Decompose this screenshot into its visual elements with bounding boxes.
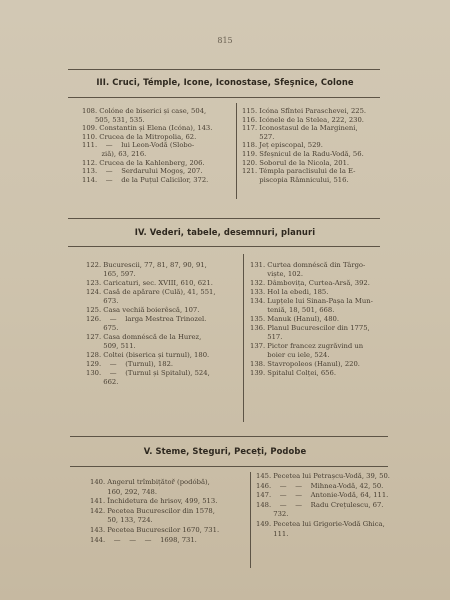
index-entry: 662. xyxy=(86,378,119,386)
index-entry: 125. Casa vechiă boierêscă, 107. xyxy=(86,306,200,314)
column-divider xyxy=(243,254,244,422)
section-heading-iii: III. Cruci, Témple, Icone, Iconostase, Sfeşnice, Colone xyxy=(96,77,354,87)
index-entry: 115. Icóna Sfîntei Paraschevei, 225. xyxy=(242,107,367,115)
index-entry: 127. Casa domnéscă de la Hurez, xyxy=(86,333,202,341)
index-entry: 505, 531, 535. xyxy=(82,115,145,124)
index-entry: 112. Crucea de la Kahlenberg, 206. xyxy=(82,158,205,167)
section-rule-bottom xyxy=(68,246,380,247)
index-entry: 147. — — Antonie-Vodă, 64, 111. xyxy=(256,491,389,500)
index-entry: 113. — Serdarului Mogoș, 207. xyxy=(82,167,203,176)
index-entry: 139. Spitalul Colței, 656. xyxy=(250,369,336,377)
index-entry: 143. Pecetea Bucurescilor 1670, 731. xyxy=(90,525,220,534)
index-entry: 119. Sfeșnicul de la Radu-Vodă, 56. xyxy=(242,149,364,158)
index-entry: ziă), 63, 216. xyxy=(82,149,147,158)
section-rule-bottom xyxy=(70,466,388,467)
index-entry: 108. Colóne de biserici și case, 504, xyxy=(82,107,207,115)
section-heading-v: V. Steme, Steguri, Peceți, Podobe xyxy=(143,446,307,456)
index-entry: 160, 292, 748. xyxy=(90,487,158,496)
index-entry: 111. — lui Leon-Vodă (Slobo- xyxy=(82,141,195,150)
index-entry: 149. Pecetea lui Grigorie-Vodă Ghica, xyxy=(256,519,385,528)
index-entry: 117. Iconostasul de la Margineni, xyxy=(242,124,358,133)
section-iii-left-column xyxy=(82,107,232,184)
index-entry: 509, 511. xyxy=(86,342,136,350)
section-rule-top xyxy=(70,436,388,437)
section-iii-right-column xyxy=(242,107,392,184)
index-entry: 110. Crucea de la Mitropolia, 62. xyxy=(82,132,197,141)
index-entry: 146. — — Mihnea-Vodă, 42, 50. xyxy=(256,481,384,490)
index-entry: 673. xyxy=(86,297,119,305)
index-entry: 128. Coltei (biserica și turnul), 180. xyxy=(86,351,210,359)
index-entry: 142. Pecetea Bucurescilor din 1578, xyxy=(90,506,215,515)
index-entry: 122. Bucurescii, 77, 81, 87, 90, 91, xyxy=(86,261,207,269)
column-divider xyxy=(236,103,237,199)
index-entry: 136. Planul Bucurescilor din 1775, xyxy=(250,324,370,332)
index-entry: 527. xyxy=(242,132,275,141)
index-entry: 140. Angerul trîmbițătoř (podóbă), xyxy=(90,478,210,486)
section-v-right-column xyxy=(256,472,416,539)
index-entry: 111. xyxy=(256,529,289,538)
index-entry: 675. xyxy=(86,324,119,332)
index-entry: 135. Manuk (Hanul), 480. xyxy=(250,315,340,323)
index-entry: piscopia Râmnicului, 516. xyxy=(242,175,349,184)
index-entry: 118. Jeț episcopal, 529. xyxy=(242,141,323,150)
section-heading-iv: IV. Vederi, tabele, desemnuri, planuri xyxy=(134,227,316,237)
index-entry: 124. Casă de apărare (Culă), 41, 551, xyxy=(86,288,216,296)
section-iv-left-column xyxy=(86,261,241,387)
section-rule-top xyxy=(68,218,380,219)
index-entry: 120. Soborul de la Nicola, 201. xyxy=(242,158,350,167)
index-entry: 133. Hol la ebedi, 185. xyxy=(250,288,329,296)
index-entry: 732. xyxy=(256,510,289,519)
index-entry: 137. Pictor francez zugrăvind un xyxy=(250,342,364,350)
index-entry: 126. — larga Mestrea Trinozel. xyxy=(86,315,207,323)
index-entry: viște, 102. xyxy=(250,270,303,278)
page-number: 815 xyxy=(217,36,233,45)
index-entry: 109. Constantin și Elena (Icóna), 143. xyxy=(82,124,213,133)
index-entry: 50, 133, 724. xyxy=(90,516,153,525)
index-entry: 132. Dâmbovița, Curtea-Arsă, 392. xyxy=(250,279,370,287)
index-entry: teniă, 18, 501, 668. xyxy=(250,306,335,314)
index-entry: 141. Închidetura de hrisov, 499, 513. xyxy=(90,497,218,506)
index-entry: 130. — (Turnul și Spitalul), 524, xyxy=(86,369,210,377)
index-entry: 114. — de la Puțul Calicilor, 372. xyxy=(82,175,209,184)
section-v-left-column xyxy=(90,478,248,545)
index-entry: 129. — (Turnul), 182. xyxy=(86,360,174,368)
index-entry: 121. Témpla paraclisului de la E- xyxy=(242,167,356,176)
index-entry: 116. Icónele de la Stelea, 222, 230. xyxy=(242,115,364,124)
index-entry: boier cu iele, 524. xyxy=(250,351,330,359)
section-rule-top xyxy=(68,69,380,70)
index-entry: 123. Caricaturi, sec. XVIII, 610, 621. xyxy=(86,279,213,287)
section-iv-right-column xyxy=(250,261,400,378)
index-entry: 148. — — Radu Crețulescu, 67. xyxy=(256,500,384,509)
index-entry: 165, 597. xyxy=(86,270,136,278)
index-entry: 517. xyxy=(250,333,283,341)
index-entry: 131. Curtea domnéscă din Târgo- xyxy=(250,261,366,269)
index-entry: 144. — — — 1698, 731. xyxy=(90,535,197,544)
index-entry: 134. Lupțele lui Sinan-Pașa la Mun- xyxy=(250,297,373,305)
index-entry: 145. Pecetea lui Petrașcu-Vodă, 39, 50. xyxy=(256,472,390,480)
section-rule-bottom xyxy=(68,97,380,98)
column-divider xyxy=(250,472,251,568)
index-entry: 138. Stavropoleos (Hanul), 220. xyxy=(250,360,360,368)
